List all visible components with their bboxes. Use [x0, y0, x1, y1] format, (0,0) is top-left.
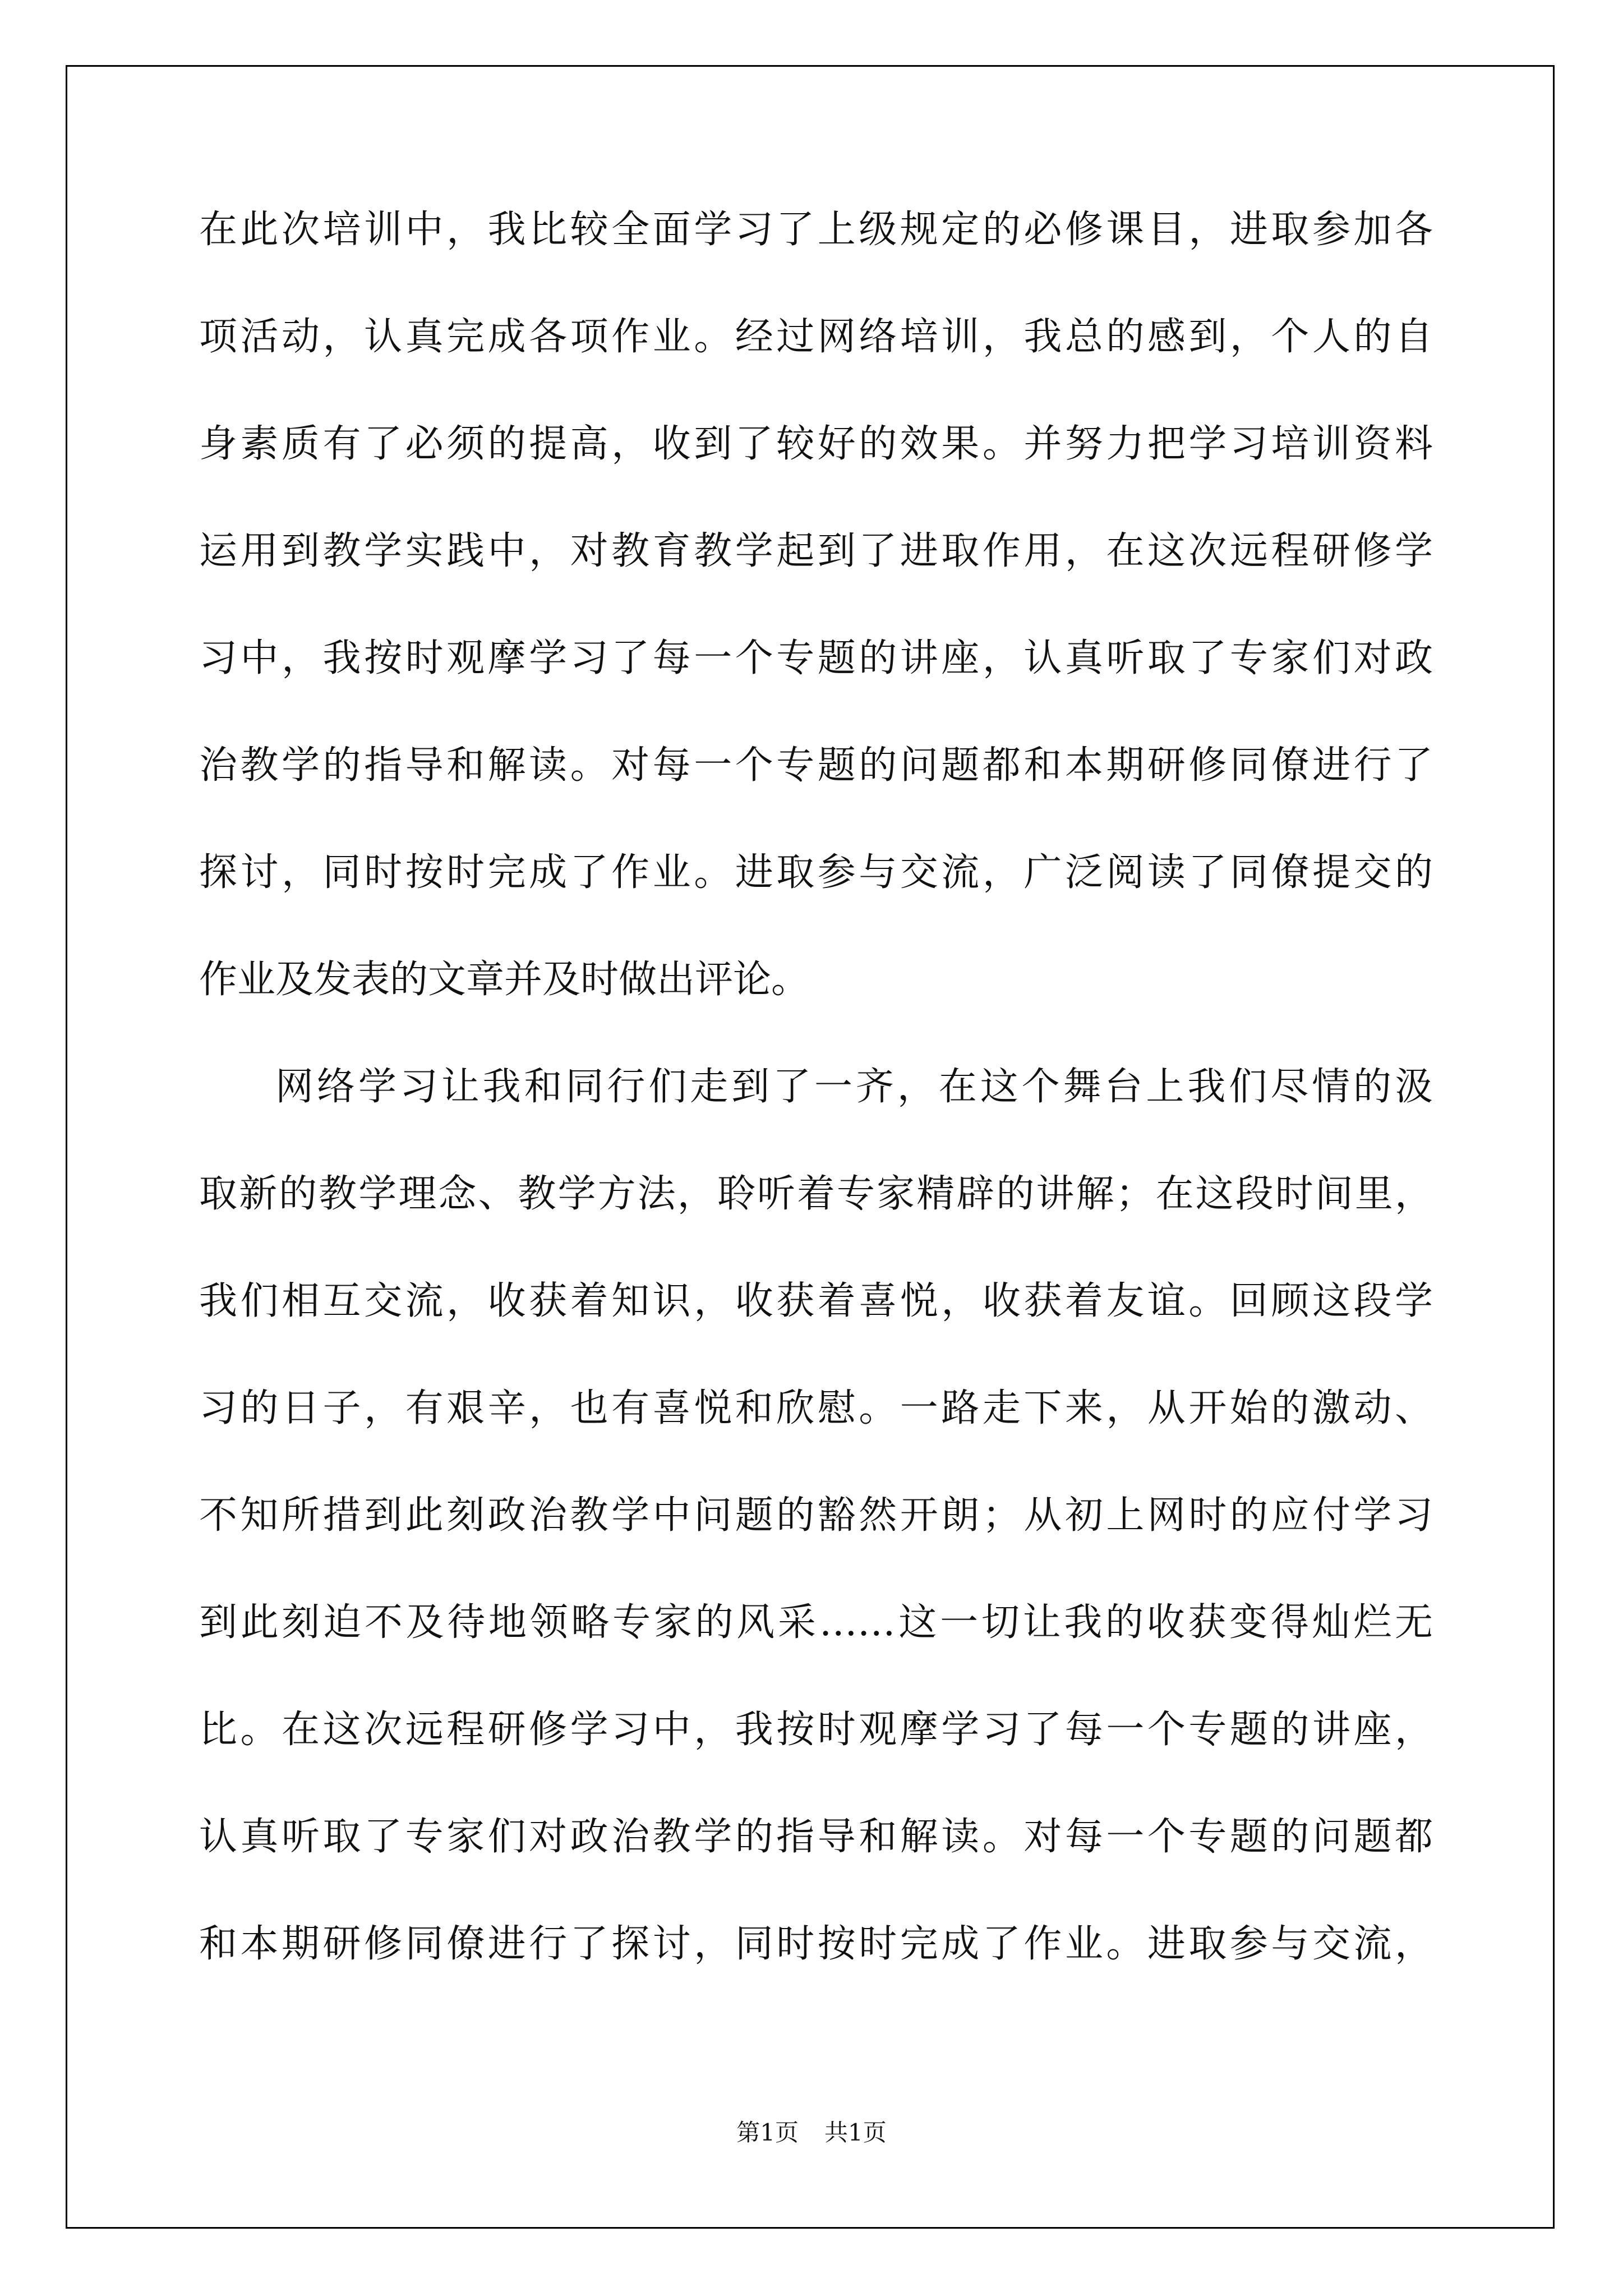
text-line: 取新的教学理念、教学方法，聆听着专家精辟的讲解；在这段时间里，	[199, 1172, 1433, 1216]
paragraph-2	[199, 1059, 1433, 2023]
document-body	[199, 202, 1433, 2023]
text-line: 习中，我按时观摩学习了每一个专题的讲座，认真听取了专家们对政	[199, 636, 1433, 680]
text-line: 我们相互交流，收获着知识，收获着喜悦，收获着友谊。回顾这段学	[199, 1279, 1433, 1323]
text-line: 项活动，认真完成各项作业。经过网络培训，我总的感到，个人的自	[199, 315, 1433, 359]
text-line: 身素质有了必须的提高，收到了较好的效果。并努力把学习培训资料	[199, 422, 1433, 466]
page-footer	[0, 2116, 1623, 2150]
text-line: 认真听取了专家们对政治教学的指导和解读。对每一个专题的问题都	[199, 1815, 1433, 1859]
text-line: 不知所措到此刻政治教学中问题的豁然开朗；从初上网时的应付学习	[199, 1493, 1433, 1538]
text-line: 比。在这次远程研修学习中，我按时观摩学习了每一个专题的讲座，	[199, 1708, 1433, 1752]
text-line: 和本期研修同僚进行了探讨，同时按时完成了作业。进取参与交流，	[199, 1922, 1433, 1966]
text-line: 习的日子，有艰辛，也有喜悦和欣慰。一路走下来，从开始的激动、	[199, 1386, 1433, 1430]
paragraph-1	[199, 202, 1433, 1059]
text-line: 在此次培训中，我比较全面学习了上级规定的必修课目，进取参加各	[199, 208, 1433, 252]
text-line: 作业及发表的文章并及时做出评论。	[199, 958, 810, 1002]
text-line: 治教学的指导和解读。对每一个专题的问题都和本期研修同僚进行了	[199, 743, 1433, 788]
page-total: 共1页	[824, 2119, 887, 2146]
text-line: 网络学习让我和同行们走到了一齐，在这个舞台上我们尽情的汲	[275, 1065, 1433, 1109]
text-line: 运用到教学实践中，对教育教学起到了进取作用，在这次远程研修学	[199, 529, 1433, 573]
page-number: 第1页	[736, 2119, 799, 2146]
text-line: 探讨，同时按时完成了作业。进取参与交流，广泛阅读了同僚提交的	[199, 850, 1433, 895]
text-line: 到此刻迫不及待地领略专家的风采……这一切让我的收获变得灿烂无	[199, 1600, 1433, 1645]
